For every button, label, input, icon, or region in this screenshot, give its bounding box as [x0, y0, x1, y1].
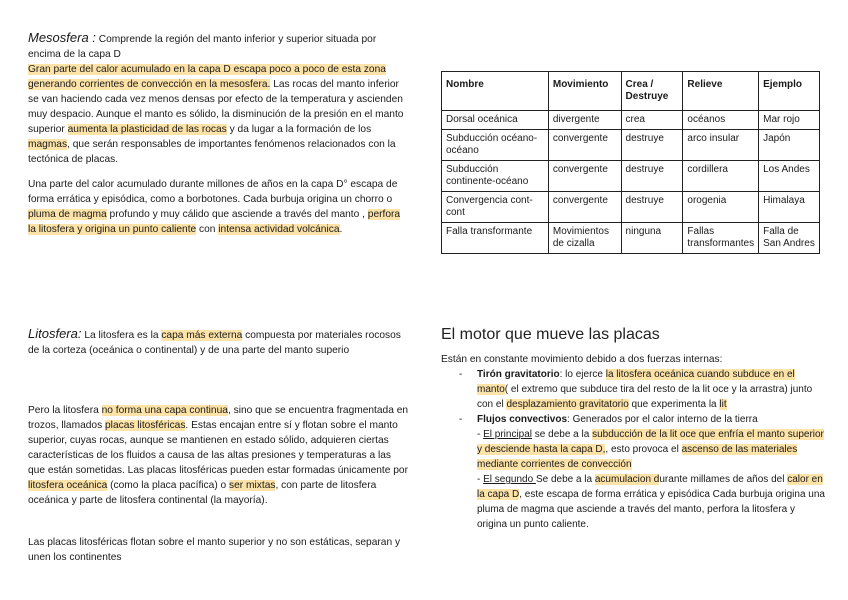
- text-run: El segundo: [483, 474, 536, 485]
- text-run: calor en la capa D: [477, 474, 823, 500]
- table-cell: ninguna: [621, 223, 683, 254]
- table-cell: Movimientos de cizalla: [548, 223, 621, 254]
- mesosfera-section: [28, 30, 408, 167]
- table-row: [442, 192, 820, 223]
- text-run: Una parte del calor acumulado durante millones de años en la capa D° escapa de forma errática y episódica, como a borbotones. Cada burbuja origina un chorro o: [28, 179, 398, 205]
- table-cell: convergente: [548, 130, 621, 161]
- text-run: -: [477, 429, 484, 440]
- table-cell: Los Andes: [759, 161, 820, 192]
- text-run: la litosfera oceánica cuando subduce en el manto: [477, 369, 795, 395]
- table-cell: convergente: [548, 192, 621, 223]
- text-run: magmas: [28, 139, 68, 150]
- text-run: , esto provoca el: [605, 444, 682, 455]
- text-run: compuesta por materiales rocosos de la corteza (oceánica o continental) y de una parte del manto superio: [28, 330, 401, 356]
- list-bullet: -: [459, 414, 463, 425]
- text-run: : lo ejerce: [559, 369, 606, 380]
- text-run: Gran parte del calor acumulado en la capa D escapa poco a poco de esta zona generando corrientes de convección en la mesosfera.: [28, 64, 386, 90]
- table-cell: Convergencia cont-cont: [442, 192, 549, 223]
- table-cell: Subducción océano-océano: [442, 130, 549, 161]
- table-cell: arco insular: [683, 130, 759, 161]
- convective-flows-text: [477, 414, 825, 530]
- table-cell: destruye: [621, 192, 683, 223]
- list-item: [459, 367, 827, 412]
- table-cell: Mar rojo: [759, 111, 820, 130]
- text-run: Pero la litosfera: [28, 405, 102, 416]
- table-row: [442, 111, 820, 130]
- text-run: y da lugar a la formación de los: [226, 124, 372, 135]
- table-cell: Dorsal oceánica: [442, 111, 549, 130]
- list-item: [459, 412, 827, 532]
- text-run: profundo y muy cálido que asciende a través del manto ,: [106, 209, 368, 220]
- header-ejemplo: Ejemplo: [759, 72, 820, 111]
- text-run: acumulacion d: [594, 474, 660, 485]
- litosfera-paragraph-1: [28, 330, 401, 356]
- text-run: Las rocas del manto inferior se van haciendo cada vez menos densas por efecto de la temperatura y ascienden muy despacio. Aunque el manto es sólido, la disminución de la presión en el manto superior: [28, 79, 404, 135]
- text-run: , que serán responsables de importantes fenómenos relacionados con la tectónica de placas.: [28, 139, 396, 165]
- text-run: urante millames de años del: [659, 474, 788, 485]
- text-run: , este escapa de forma errática y episódica Cada burbuja origina una pluma de magma que asciende a través del manto, perfora la litosfera y origina un punto caliente.: [477, 489, 825, 530]
- text-run: (como la placa pacífica) o: [107, 480, 230, 491]
- table-cell: Japón: [759, 130, 820, 161]
- text-run: ascenso de las materiales mediante corrientes de convección: [477, 444, 798, 470]
- table-cell: convergente: [548, 161, 621, 192]
- header-relieve: Relieve: [683, 72, 759, 111]
- text-run: litosfera oceánica: [28, 480, 108, 491]
- text-run: no forma una capa continua: [101, 405, 228, 416]
- text-run: Se debe a la: [535, 474, 595, 485]
- motor-section-title: El motor que mueve las placas: [441, 326, 660, 343]
- text-run: aumenta la plasticidad de las rocas: [67, 124, 227, 135]
- text-run: se debe a la: [532, 429, 593, 440]
- header-nombre: Nombre: [442, 72, 549, 111]
- text-run: placas litosféricas: [105, 420, 186, 431]
- table-cell: Himalaya: [759, 192, 820, 223]
- table-row: [442, 130, 820, 161]
- table-row: [442, 223, 820, 254]
- litosfera-section: [28, 326, 408, 358]
- text-run: . Estas encajan entre sí y flotan sobre el manto superior, cuyas rocas, aunque se mantienen en estado sólido, adquieren ciertas características de los fluidos a causa de las altas presiones y temperaturas a las que están sometidas. Las placas litosféricas pueden estar formadas únicamente por: [28, 420, 408, 476]
- plate-boundaries-table: [441, 71, 820, 254]
- text-run: , con parte de litosfera oceánica y parte de litosfera continental (la mayoría).: [28, 480, 377, 506]
- table-cell: orogenia: [683, 192, 759, 223]
- table-header-row: [442, 72, 820, 111]
- gravity-pull-text: [477, 369, 812, 410]
- litosfera-title: Litosfera:: [28, 326, 82, 341]
- table-row: [442, 161, 820, 192]
- table-cell: Falla de San Andres: [759, 223, 820, 254]
- text-run: perfora la litosfera y origina un punto caliente: [28, 209, 401, 235]
- mesosfera-intro: Comprende la región del manto inferior y superior situada por encima de la capa D: [28, 34, 377, 60]
- table-cell: cordillera: [683, 161, 759, 192]
- mesosfera-paragraph-2: [28, 177, 408, 237]
- text-run: que experimenta la: [628, 399, 720, 410]
- text-run: Tirón gravitatorio: [477, 369, 560, 380]
- text-run: : Generados por el calor interno de la tierra: [567, 414, 758, 425]
- litosfera-paragraph-2: [28, 403, 410, 508]
- text-run: Flujos convectivos: [477, 414, 568, 425]
- mesosfera-title: Mesosfera :: [28, 30, 96, 45]
- text-run: subducción de la lit oce que enfría el manto superior y desciende hasta la capa D,: [477, 429, 824, 455]
- text-run: con: [196, 224, 219, 235]
- text-run: lit: [719, 399, 727, 410]
- text-run: pluma de magma: [28, 209, 107, 220]
- text-run: , sino que se encuentra fragmentada en trozos, llamados: [28, 405, 409, 431]
- text-run: capa más externa: [161, 330, 243, 341]
- header-crea-destruye: Crea / Destruye: [621, 72, 683, 111]
- text-run: ( el extremo que subduce tira del resto de la lit oce y la arrastra) junto con el: [477, 384, 813, 410]
- text-run: El principal: [483, 429, 533, 440]
- table-cell: Subducción continente-océano: [442, 161, 549, 192]
- text-run: La litosfera es la: [81, 330, 162, 341]
- motor-intro: Están en constante movimiento debido a dos fuerzas internas:: [441, 354, 723, 365]
- table-cell: destruye: [621, 130, 683, 161]
- table-cell: destruye: [621, 161, 683, 192]
- table-cell: océanos: [683, 111, 759, 130]
- text-run: -: [477, 474, 484, 485]
- mesosfera-paragraph-1: [28, 64, 403, 165]
- text-run: intensa actividad volcánica: [218, 224, 340, 235]
- text-run: .: [339, 224, 343, 235]
- litosfera-paragraph-3: Las placas litosféricas flotan sobre el manto superior y no son estáticas, separan y unen los continentes: [28, 537, 401, 563]
- header-movimiento: Movimiento: [548, 72, 621, 111]
- table-cell: divergente: [548, 111, 621, 130]
- table-cell: Fallas transformantes: [683, 223, 759, 254]
- text-run: desplazamiento gravitatorio: [506, 399, 629, 410]
- list-bullet: -: [459, 369, 463, 380]
- table-cell: crea: [621, 111, 683, 130]
- table-cell: Falla transformante: [442, 223, 549, 254]
- text-run: ser mixtas: [229, 480, 276, 491]
- forces-list: [459, 367, 827, 532]
